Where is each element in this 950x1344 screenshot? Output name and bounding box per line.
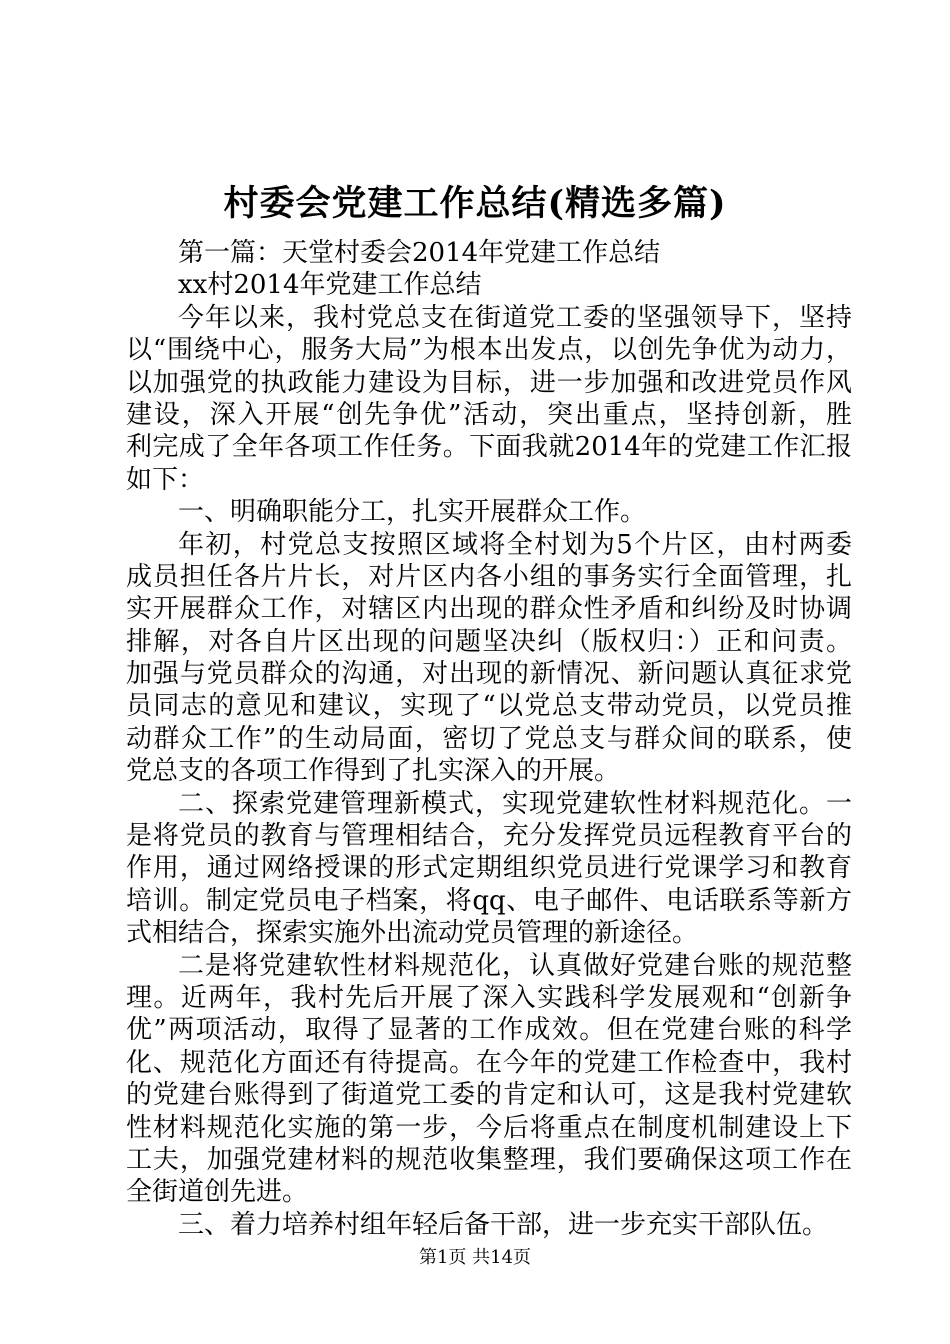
text-line: 加强与党员群众的沟通，对出现的新情况、新问题认真征求党 xyxy=(126,659,852,690)
text-line: 作用，通过网络授课的形式定期组织党员进行党课学习和教育 xyxy=(126,853,852,884)
text-line: 优”两项活动，取得了显著的工作成效。但在党建台账的科学 xyxy=(126,1015,852,1046)
text-line: 以加强党的执政能力建设为目标，进一步加强和改进党员作风 xyxy=(126,367,852,398)
text-line: 的党建台账得到了街道党工委的肯定和认可，这是我村党建软 xyxy=(126,1080,852,1111)
text-line: 排解，对各自片区出现的问题坚决纠（版权归：）正和问责。 xyxy=(126,626,852,657)
text-line: 员同志的意见和建议，实现了“以党总支带动党员，以党员推 xyxy=(126,691,852,722)
section-heading: 三、着力培养村组年轻后备干部，进一步充实干部队伍。 xyxy=(178,1209,829,1240)
text-line: 动群众工作”的生动局面，密切了党总支与群众间的联系，使 xyxy=(126,723,852,754)
text-line: 式相结合，探索实施外出流动党员管理的新途径。 xyxy=(126,918,699,949)
text-line: 性材料规范化实施的第一步，今后将重点在制度机制建设上下 xyxy=(126,1112,852,1143)
document-title: 村委会党建工作总结(精选多篇) xyxy=(223,183,727,224)
text-line: 建设，深入开展“创先争优”活动，突出重点，坚持创新，胜 xyxy=(126,399,852,430)
section-heading: 一、明确职能分工，扎实开展群众工作。 xyxy=(178,497,647,528)
text-line: 党总支的各项工作得到了扎实深入的开展。 xyxy=(126,756,621,787)
text-line: 利完成了全年各项工作任务。下面我就2014年的党建工作汇报 xyxy=(126,432,852,463)
text-line: 如下： xyxy=(126,464,205,495)
section-heading: 二、探索党建管理新模式，实现党建软性材料规范化。一 xyxy=(178,788,852,819)
text-line: xx村2014年党建工作总结 xyxy=(178,270,482,301)
text-line: 培训。制定党员电子档案，将qq、电子邮件、电话联系等新方 xyxy=(126,885,852,916)
text-line: 全街道创先进。 xyxy=(126,1177,309,1208)
text-line: 年初，村党总支按照区域将全村划为5个片区，由村两委 xyxy=(178,529,852,560)
text-line: 今年以来，我村党总支在街道党工委的坚强领导下，坚持 xyxy=(178,302,852,333)
text-line: 成员担任各片片长，对片区内各小组的事务实行全面管理，扎 xyxy=(126,561,852,592)
text-line: 是将党员的教育与管理相结合，充分发挥党员远程教育平台的 xyxy=(126,821,852,852)
document-body xyxy=(126,237,852,1241)
page-footer: 第1页 共14页 xyxy=(418,1247,532,1268)
text-line: 第一篇：天堂村委会2014年党建工作总结 xyxy=(178,238,661,268)
text-line: 工夫，加强党建材料的规范收集整理，我们要确保这项工作在 xyxy=(126,1144,852,1175)
text-line: 实开展群众工作，对辖区内出现的群众性矛盾和纠纷及时协调 xyxy=(126,594,852,625)
text-line: 二是将党建软性材料规范化，认真做好党建台账的规范整 xyxy=(178,950,852,981)
text-line: 化、规范化方面还有待提高。在今年的党建工作检查中，我村 xyxy=(126,1047,852,1078)
text-line: 理。近两年，我村先后开展了深入实践科学发展观和“创新争 xyxy=(126,982,852,1013)
text-line: 以“围绕中心，服务大局”为根本出发点，以创先争优为动力， xyxy=(126,335,852,366)
